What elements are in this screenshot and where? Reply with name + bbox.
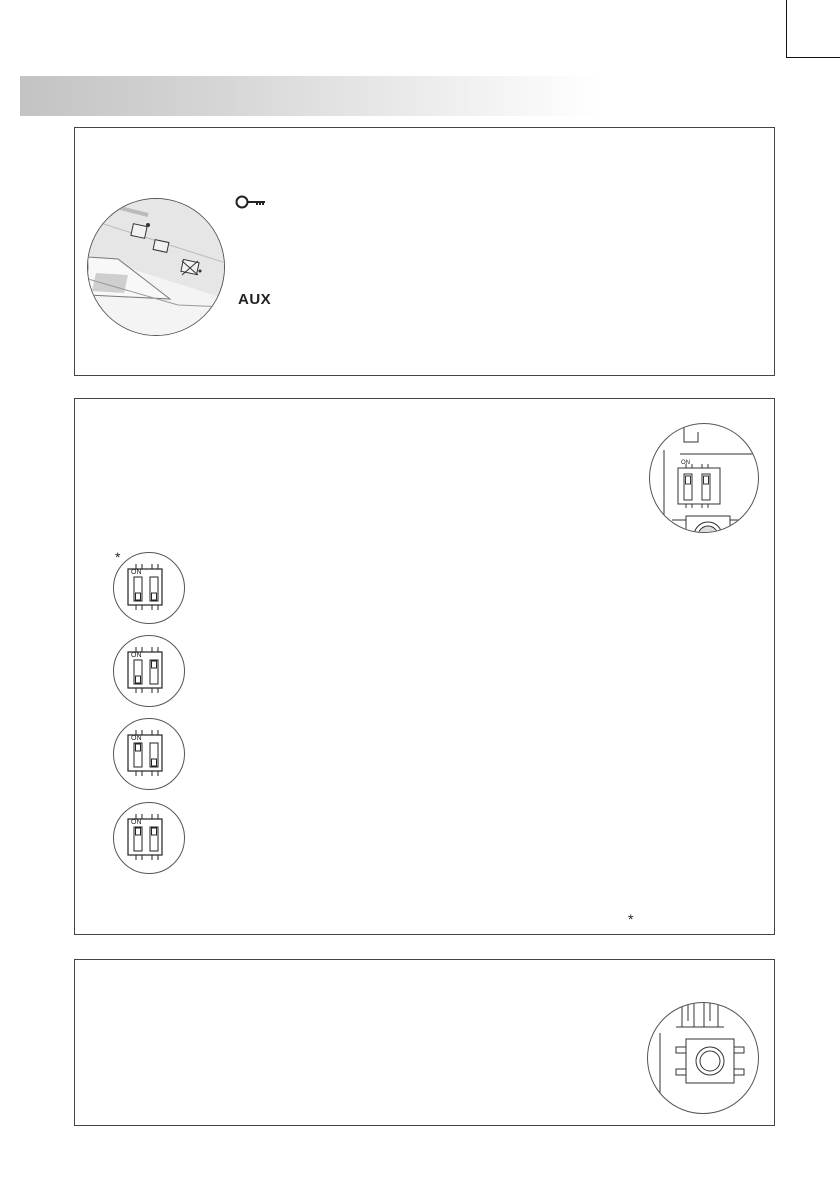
dip-on-label: ON <box>131 652 142 659</box>
dip-switch-detail-illustration <box>649 423 759 533</box>
dip-on-label: ON <box>131 569 142 576</box>
dip-on-label: ON <box>681 460 690 466</box>
device-buttons-illustration <box>87 198 225 336</box>
dip-setting-4 <box>113 802 185 874</box>
crop-mark-top-right <box>786 0 787 58</box>
dip-on-label: ON <box>131 735 142 742</box>
dip-setting-3 <box>113 718 185 790</box>
crop-mark-right <box>787 57 840 58</box>
panel-dip-switches <box>74 398 775 935</box>
section-header-bar <box>20 76 600 116</box>
panel-buttons <box>74 127 775 376</box>
dip-on-label: ON <box>131 819 142 826</box>
default-setting-marker: * <box>115 549 121 565</box>
footnote-marker: * <box>628 911 634 927</box>
panel-push-button <box>74 959 775 1126</box>
dip-setting-2 <box>113 635 185 707</box>
push-button-illustration <box>647 1002 759 1114</box>
dip-setting-1 <box>113 549 185 624</box>
aux-label: AUX <box>238 291 272 308</box>
key-icon <box>235 194 271 215</box>
